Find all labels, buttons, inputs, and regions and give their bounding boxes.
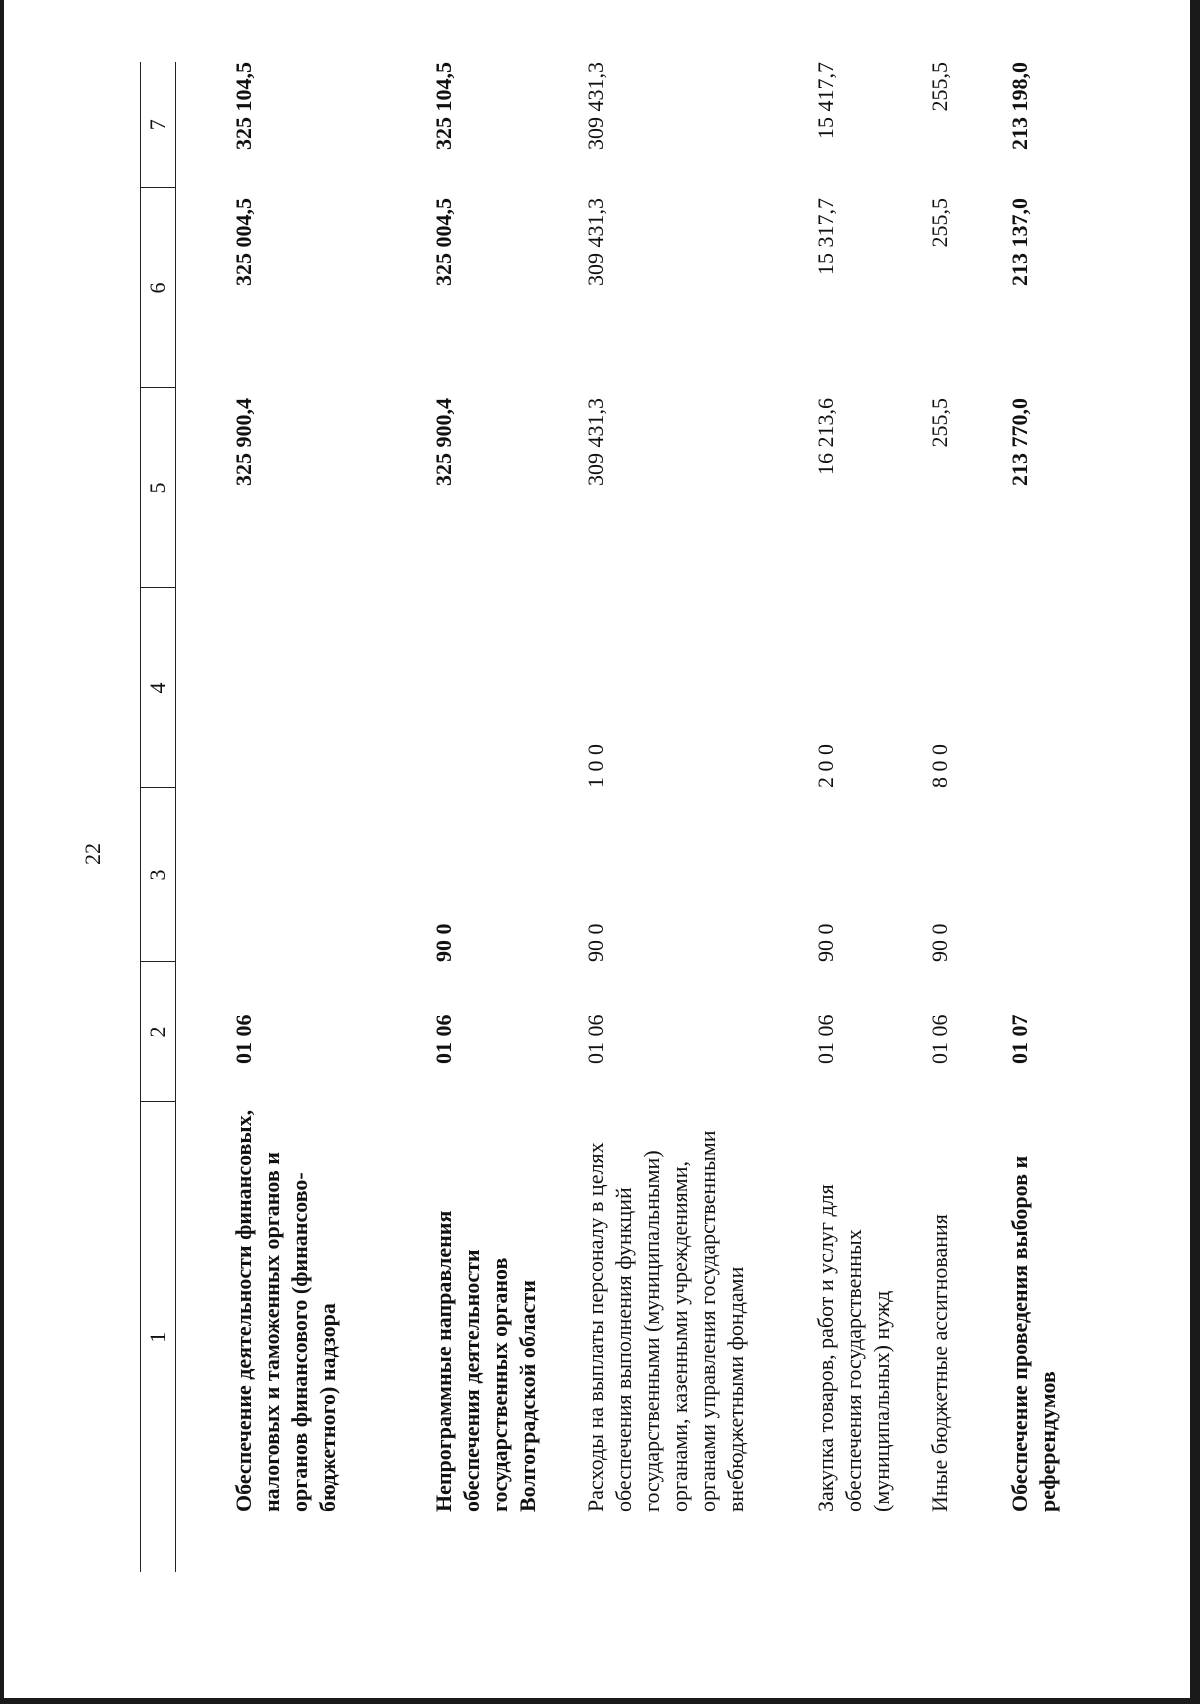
row-value-col7: 325 104,5	[431, 62, 456, 150]
row-section-code: 01 06	[231, 1014, 256, 1064]
row-expense-type: 2 0 0	[813, 744, 838, 788]
row-value-col6: 255,5	[927, 198, 952, 248]
row-expense-type	[176, 588, 391, 788]
column-header: 2	[141, 962, 176, 1102]
table-row	[960, 62, 1066, 1572]
row-target-code: 90 0	[431, 923, 456, 962]
row-value-col6: 213 137,0	[1007, 198, 1032, 286]
row-name: Обеспечение деятельности финансовых, налоговых и таможенных органов и органов финансового (финансово-бюджетного) надзора	[231, 1109, 340, 1512]
row-value-col7: 255,5	[927, 62, 952, 112]
row-section-code: 01 06	[927, 1014, 952, 1064]
column-header: 4	[141, 588, 176, 788]
column-header: 1	[141, 1102, 176, 1572]
row-expense-type	[960, 588, 1066, 788]
row-value-col6: 15 317,7	[813, 198, 838, 275]
row-value-col6: 325 004,5	[431, 198, 456, 286]
row-value-col6: 325 004,5	[231, 198, 256, 286]
row-section-code: 01 07	[1007, 1014, 1032, 1064]
row-section-code: 01 06	[583, 1014, 608, 1064]
row-value-col7: 15 417,7	[813, 62, 838, 139]
row-value-col5: 255,5	[927, 398, 952, 448]
row-value-col7: 309 431,3	[583, 62, 608, 150]
column-header: 7	[141, 62, 176, 188]
row-target-code: 90 0	[927, 923, 952, 962]
row-value-col5: 325 900,4	[231, 398, 256, 486]
row-value-col5: 16 213,6	[813, 398, 838, 475]
row-expense-type	[390, 588, 542, 788]
row-target-code: 90 0	[583, 923, 608, 962]
table-row	[390, 62, 542, 1572]
table-row	[772, 62, 896, 1572]
row-name: Обеспечение проведения выборов и референдумов	[1007, 1155, 1060, 1512]
column-header: 5	[141, 388, 176, 588]
row-name: Расходы на выплаты персоналу в целях обеспечения выполнения функций государственными (муниципальными) органами, казенными учреждениями, органами управления государственными внебюджетными фондами	[583, 1130, 748, 1512]
budget-table	[140, 62, 1066, 1572]
table-row	[896, 62, 960, 1572]
row-target-code	[176, 788, 391, 962]
row-value-col6: 309 431,3	[583, 198, 608, 286]
row-target-code: 90 0	[813, 923, 838, 962]
row-value-col7: 325 104,5	[231, 62, 256, 150]
row-expense-type: 1 0 0	[583, 744, 608, 788]
row-name: Непрограммные направления обеспечения деятельности государственных органов Волгоградской области	[431, 1210, 540, 1512]
row-name: Иные бюджетные ассигнования	[927, 1214, 952, 1512]
row-value-col7: 213 198,0	[1007, 62, 1032, 150]
page-number: 22	[80, 843, 105, 865]
row-target-code	[960, 788, 1066, 962]
row-value-col5: 213 770,0	[1007, 398, 1032, 486]
column-header: 3	[141, 788, 176, 962]
row-value-col5: 325 900,4	[431, 398, 456, 486]
table-header-row	[141, 62, 176, 1572]
row-name: Закупка товаров, работ и услуг для обеспечения государственных (муниципальных) нужд	[813, 1184, 894, 1512]
column-header: 6	[141, 188, 176, 388]
row-section-code: 01 06	[813, 1014, 838, 1064]
row-section-code: 01 06	[431, 1014, 456, 1064]
table-row	[176, 62, 391, 1572]
table-row	[542, 62, 772, 1572]
row-value-col5: 309 431,3	[583, 398, 608, 486]
row-expense-type: 8 0 0	[927, 744, 952, 788]
